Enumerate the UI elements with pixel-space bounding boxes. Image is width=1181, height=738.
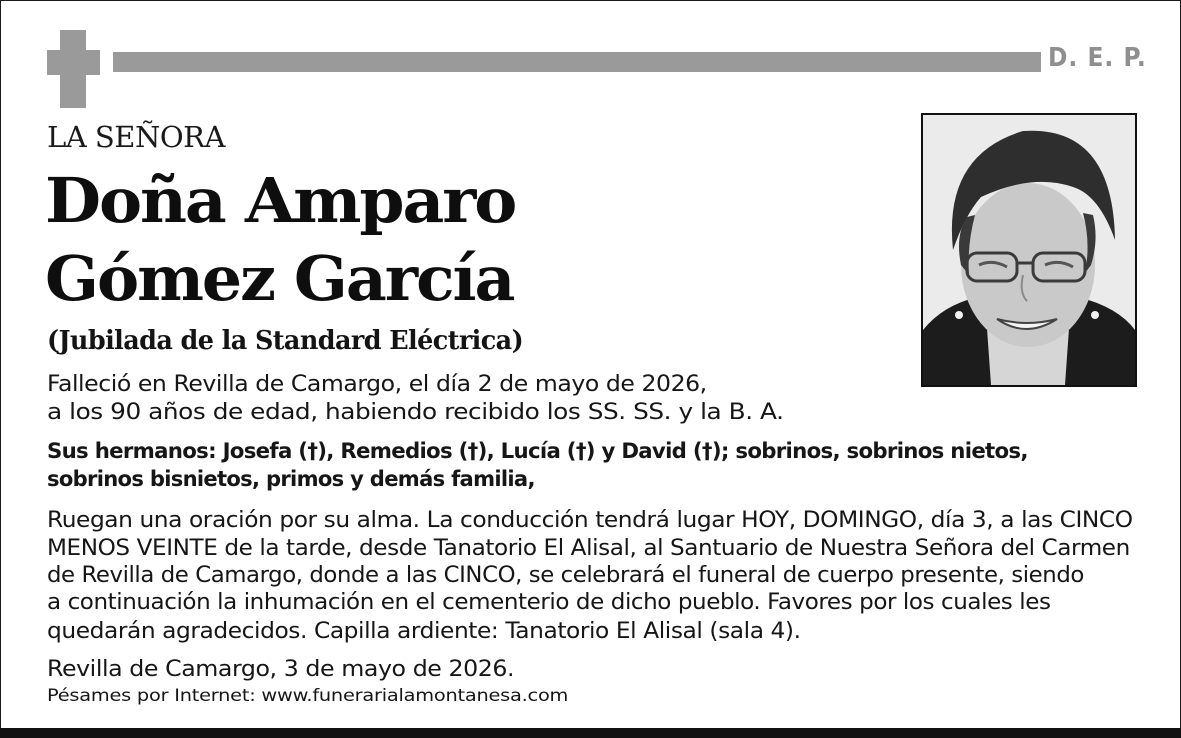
occupation: (Jubilada de la Standard Eléctrica) <box>47 326 524 356</box>
request-line4: a continuación la inhumación en el cementerio de dicho pueblo. Favores por los cuales les <box>47 590 1051 615</box>
request-line5: quedarán agradecidos. Capilla ardiente: Tanatorio El Alisal (sala 4). <box>47 619 801 644</box>
intro-label: LA SEÑORA <box>47 120 225 154</box>
cross-icon-bar <box>47 50 100 75</box>
deceased-name-line1: Doña Amparo <box>45 164 516 237</box>
condolences-line: Pésames por Internet: www.funerarialamontanesa.com <box>47 686 569 706</box>
request-line3: de Revilla de Camargo, donde a las CINCO, se celebrará el funeral de cuerpo presente, siendo <box>47 563 1084 588</box>
death-notice-line2: a los 90 años de edad, habiendo recibido los SS. SS. y la B. A. <box>47 400 784 425</box>
family-line2: sobrinos bisnietos, primos y demás familia, <box>47 467 535 491</box>
portrait-photo <box>921 113 1137 387</box>
dep-label: D. E. P. <box>1048 43 1147 73</box>
bottom-rule <box>0 728 1181 738</box>
request-line2: MENOS VEINTE de la tarde, desde Tanatorio El Alisal, al Santuario de Nuestra Señora del Carmen <box>47 536 1130 561</box>
request-line1: Ruegan una oración por su alma. La conducción tendrá lugar HOY, DOMINGO, día 3, a las CINCO <box>47 508 1133 533</box>
header-rule <box>113 52 1041 72</box>
place-date: Revilla de Camargo, 3 de mayo de 2026. <box>47 657 515 682</box>
death-notice-line1: Falleció en Revilla de Camargo, el día 2 de mayo de 2026, <box>47 372 707 397</box>
family-line1: Sus hermanos: Josefa (†), Remedios (†), Lucía (†) y David (†); sobrinos, sobrinos nietos, <box>47 439 1028 463</box>
deceased-name-line2: Gómez García <box>45 242 514 315</box>
